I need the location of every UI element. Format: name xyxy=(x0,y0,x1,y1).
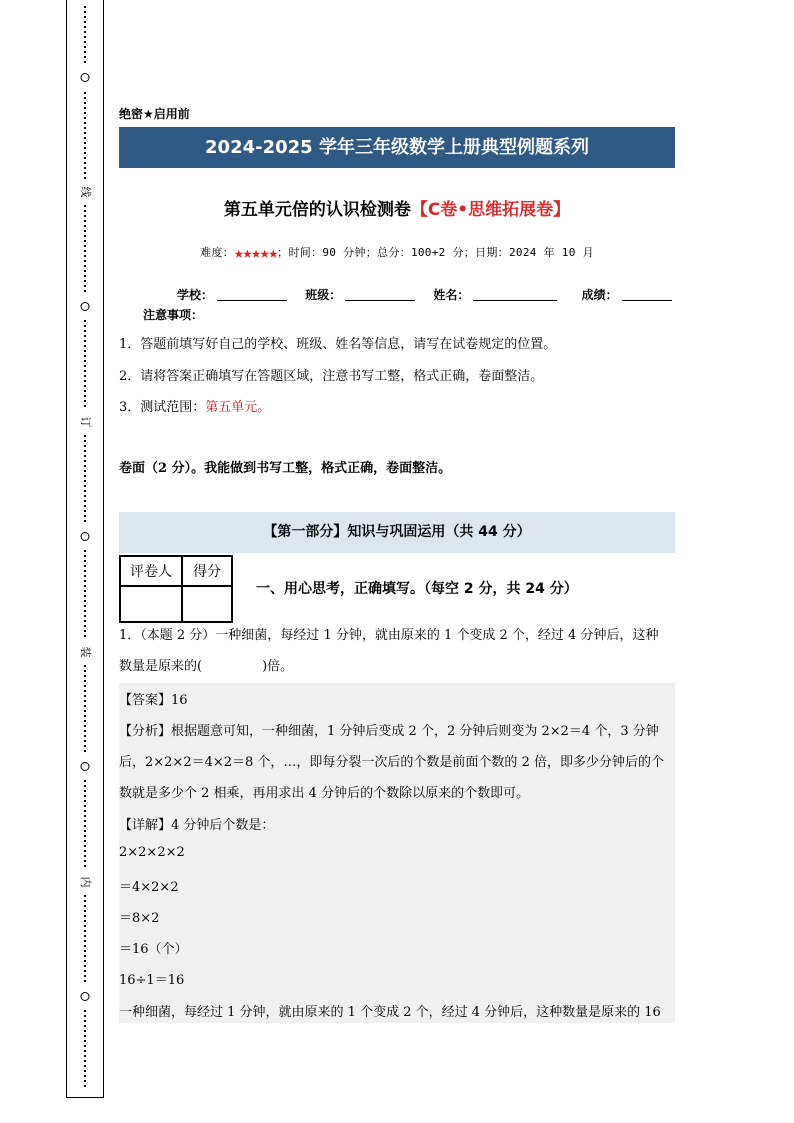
notice-heading: 注意事项： xyxy=(143,308,204,322)
analysis-line-3: 数就是多少个 2 相乘，再用求出 4 分钟后的个数除以原来的个数即可。 xyxy=(119,786,530,801)
dotted-line xyxy=(84,780,86,870)
part1-title: 【第一部分】知识与巩固运用（共 44 分） xyxy=(119,512,675,553)
class-blank[interactable] xyxy=(345,290,415,301)
notice-item-3: 3．测试范围：第五单元。 xyxy=(119,400,271,415)
dotted-line xyxy=(84,550,86,640)
binding-margin xyxy=(66,0,104,1098)
calc-step-4: ＝16（个） xyxy=(119,942,188,957)
score-cell[interactable] xyxy=(182,586,232,622)
binding-circle xyxy=(81,992,90,1001)
difficulty-label: 难度： xyxy=(200,246,234,259)
series-banner: 2024-2025 学年三年级数学上册典型例题系列 xyxy=(119,127,675,168)
dotted-line xyxy=(84,6,86,66)
answer-line: 【答案】16 xyxy=(119,693,188,708)
binding-char-zhuang: 装 xyxy=(79,646,92,658)
neatness-statement: 卷面（2 分）。我能做到书写工整，格式正确，卷面整洁。 xyxy=(119,461,452,476)
binding-char-ding: 订 xyxy=(79,416,92,428)
binding-char-nei: 内 xyxy=(79,876,92,888)
name-field[interactable]: 姓名： xyxy=(433,286,557,303)
student-info-fields xyxy=(177,286,677,303)
question-1 xyxy=(119,620,675,682)
question-1-line1: 1．（本题 2 分）一种细菌，每经过 1 分钟，就由原来的 1 个变成 2 个，经过 4 分钟后，这种 xyxy=(119,628,659,643)
detail-heading: 【详解】4 分钟后个数是： xyxy=(119,818,275,833)
test-scope: 第五单元。 xyxy=(205,400,271,415)
confidential-label: 绝密★启用前 xyxy=(119,107,190,121)
calc-step-2: ＝4×2×2 xyxy=(119,880,179,895)
dotted-line xyxy=(84,895,86,985)
score-header: 得分 xyxy=(182,556,232,586)
binding-circle xyxy=(81,73,90,82)
binding-circle xyxy=(81,762,90,771)
calc-step-1: 2×2×2×2 xyxy=(119,845,185,860)
question-1-line2: 数量是原来的( )倍。 xyxy=(119,659,294,674)
name-blank[interactable] xyxy=(473,290,557,301)
notice-item-1: 1．答题前填写好自己的学校、班级、姓名等信息，请写在试卷规定的位置。 xyxy=(119,337,557,352)
exam-meta xyxy=(119,243,675,262)
binding-circle xyxy=(81,532,90,541)
dotted-line xyxy=(84,665,86,755)
school-blank[interactable] xyxy=(217,290,287,301)
dotted-line xyxy=(84,320,86,410)
difficulty-stars: ★★★★★ xyxy=(234,243,278,262)
score-blank[interactable] xyxy=(622,290,672,301)
calc-step-3: ＝8×2 xyxy=(119,911,160,926)
score-field[interactable]: 成绩： xyxy=(582,286,672,303)
binding-char-xian: 线 xyxy=(79,186,92,198)
exam-tag: 【C卷•思维拓展卷】 xyxy=(410,200,571,220)
grader-cell[interactable] xyxy=(120,586,182,622)
grader-header: 评卷人 xyxy=(120,556,182,586)
dotted-line xyxy=(84,205,86,295)
exam-title-text: 第五单元倍的认识检测卷 xyxy=(223,200,411,220)
notice-item-2: 2．请将答案正确填写在答题区域，注意书写工整，格式正确，卷面整洁。 xyxy=(119,369,544,384)
analysis-line-1: 【分析】根据题意可知，一种细菌，1 分钟后变成 2 个，2 分钟后则变为 2×2＝4 个，3 分钟 xyxy=(119,724,659,739)
grader-table xyxy=(119,555,233,623)
analysis-line-2: 后，2×2×2＝4×2＝8 个，…，即每分裂一次后的个数是前面个数的 2 倍，即多少分钟后的个 xyxy=(119,755,664,770)
dotted-line xyxy=(84,435,86,525)
school-field[interactable]: 学校： xyxy=(177,286,287,303)
binding-circle xyxy=(81,302,90,311)
class-field[interactable]: 班级： xyxy=(305,286,415,303)
dotted-line xyxy=(84,92,86,182)
dotted-line xyxy=(84,1010,86,1090)
conclusion-line: 一种细菌，每经过 1 分钟，就由原来的 1 个变成 2 个，经过 4 分钟后，这种数量是原来的 16 xyxy=(119,1005,661,1020)
section-title: 一、用心思考，正确填写。（每空 2 分，共 24 分） xyxy=(256,581,578,597)
meta-text: ；时间：90 分钟；总分：100+2 分；日期：2024 年 10 月 xyxy=(277,246,594,259)
exam-title xyxy=(119,195,675,220)
calc-step-5: 16÷1＝16 xyxy=(119,973,185,988)
